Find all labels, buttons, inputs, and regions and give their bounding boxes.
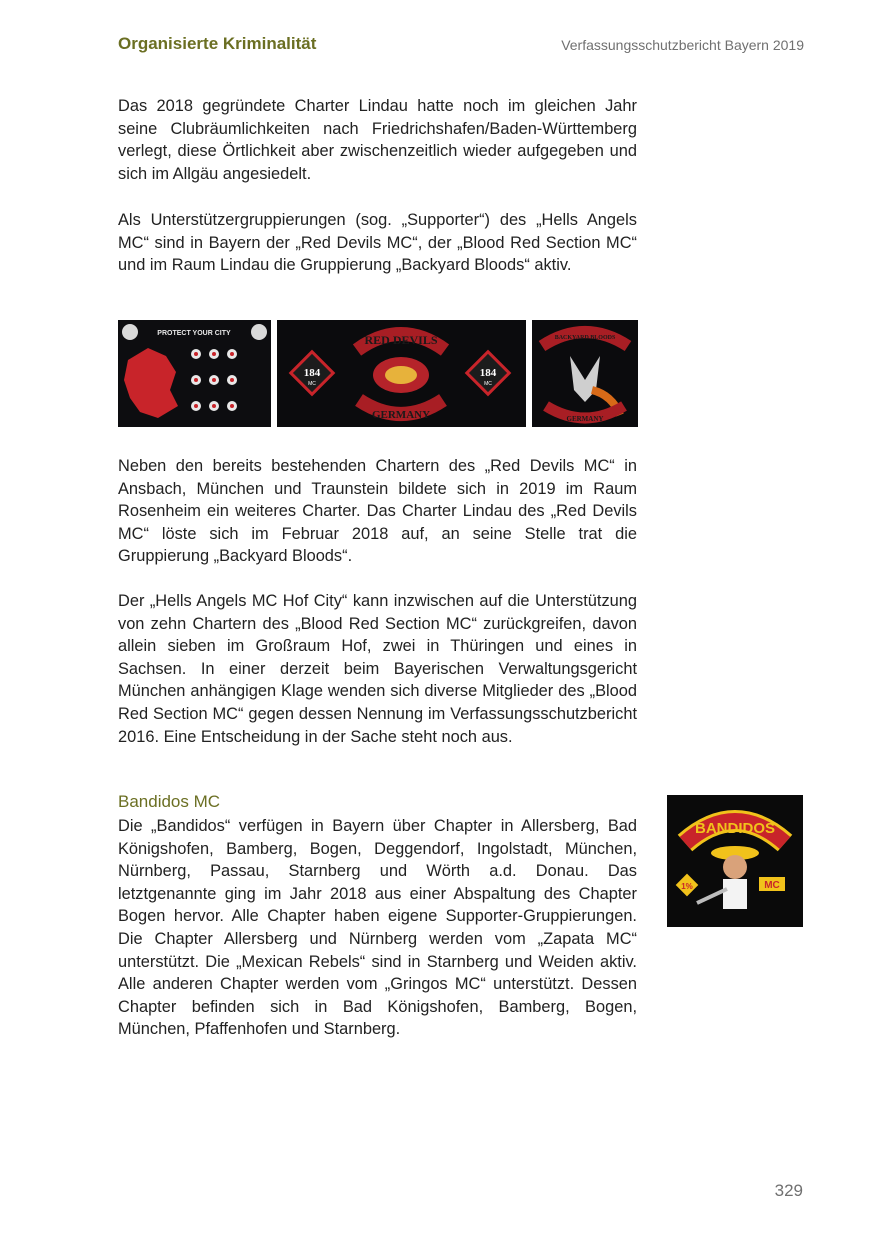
bandidos-heading: Bandidos MC bbox=[118, 792, 221, 811]
bandidos-one-percent: 1% bbox=[681, 882, 693, 891]
backyard-bloods-image bbox=[532, 320, 638, 427]
left-badge-sub: MC bbox=[308, 381, 316, 387]
report-title: Verfassungsschutzbericht Bayern 2019 bbox=[561, 37, 804, 53]
red-devils-bottom-text: GERMANY bbox=[371, 409, 431, 421]
protect-your-city-image bbox=[118, 320, 271, 427]
page-number: 329 bbox=[774, 1181, 803, 1200]
section-title: Organisierte Kriminalität bbox=[118, 34, 317, 53]
right-badge-number: 184 bbox=[479, 367, 497, 379]
paragraph-bandidos: Die „Bandidos“ verfügen in Bayern über Chapter in Allersberg, Bad Königshofen, Bamberg, Bogen, Deggendorf, Ingolstadt, München, Nürnberg, Passau, Starnberg und Wörth a.d. Donau. Das letztgenannte ging im Jahr 2018 aus einer Abspaltung des Chapter Bogen hervor. Alle Chapter haben eigene Supporter-Gruppierungen. Die Chapter Allersberg und Nürnberg werden vom „Zapata MC“ unterstützt. Die „Mexican Rebels“ sind in Starnberg und Weiden aktiv. Alle anderen Chapter werden vom „Gringos MC“ unterstützt. Dessen Chapter befinden sich in Bad Königshofen, Bamberg, Bogen, München, Pfaffenhofen und Starnberg. bbox=[118, 817, 637, 1039]
red-devils-top-text: RED DEVILS bbox=[364, 333, 438, 347]
backyard-bottom-text: GERMANY bbox=[566, 415, 604, 423]
protect-banner-text: PROTECT YOUR CITY bbox=[157, 330, 231, 337]
paragraph-red-devils: Neben den bereits bestehenden Chartern des „Red Devils MC“ in Ansbach, München und Traunstein bildete sich in 2019 im Raum Rosenheim ein weiteres Charter. Das Charter Lindau des „Red Devils MC“ löste sich im Februar 2018 auf, an seine Stelle trat die Gruppierung „Backyard Bloods“. bbox=[118, 457, 637, 566]
paragraph-blood-red-section: Der „Hells Angels MC Hof City“ kann inzwischen auf die Unterstützung von zehn Chartern des „Blood Red Section MC“ zurückgreifen, davon allein sieben im Großraum Hof, zwei in Thüringen und eines in Sachsen. In einer derzeit beim Bayerischen Verwaltungsgericht München anhängigen Klage wenden sich diverse Mitglieder des „Blood Red Section MC“ gegen dessen Nennung im Verfassungsschutzbericht 2016. Eine Entscheidung in der Sache steht noch aus. bbox=[118, 592, 637, 746]
bandidos-name-text: BANDIDOS bbox=[694, 820, 776, 837]
bandidos-patch-image bbox=[667, 795, 803, 927]
red-devils-image bbox=[277, 320, 526, 427]
right-badge-sub: MC bbox=[484, 381, 492, 387]
paragraph-supporters: Als Unterstützergruppierungen (sog. „Supporter“) des „Hells Angels MC“ sind in Bayern der „Red Devils MC“, der „Blood Red Section MC“ und im Raum Lindau die Gruppierung „Backyard Bloods“ aktiv. bbox=[118, 211, 637, 275]
left-badge-number: 184 bbox=[303, 367, 321, 379]
paragraph-lindau: Das 2018 gegründete Charter Lindau hatte noch im gleichen Jahr seine Clubräumlichkeiten nach Friedrichshafen/Baden-Württemberg verlegt, diese Örtlichkeit aber zwischenzeitlich wieder aufgegeben und sich im Allgäu angesiedelt. bbox=[118, 97, 637, 183]
bandidos-mc-text: MC bbox=[764, 880, 780, 891]
backyard-top-text: BACKYARD BLOODS bbox=[554, 335, 616, 341]
